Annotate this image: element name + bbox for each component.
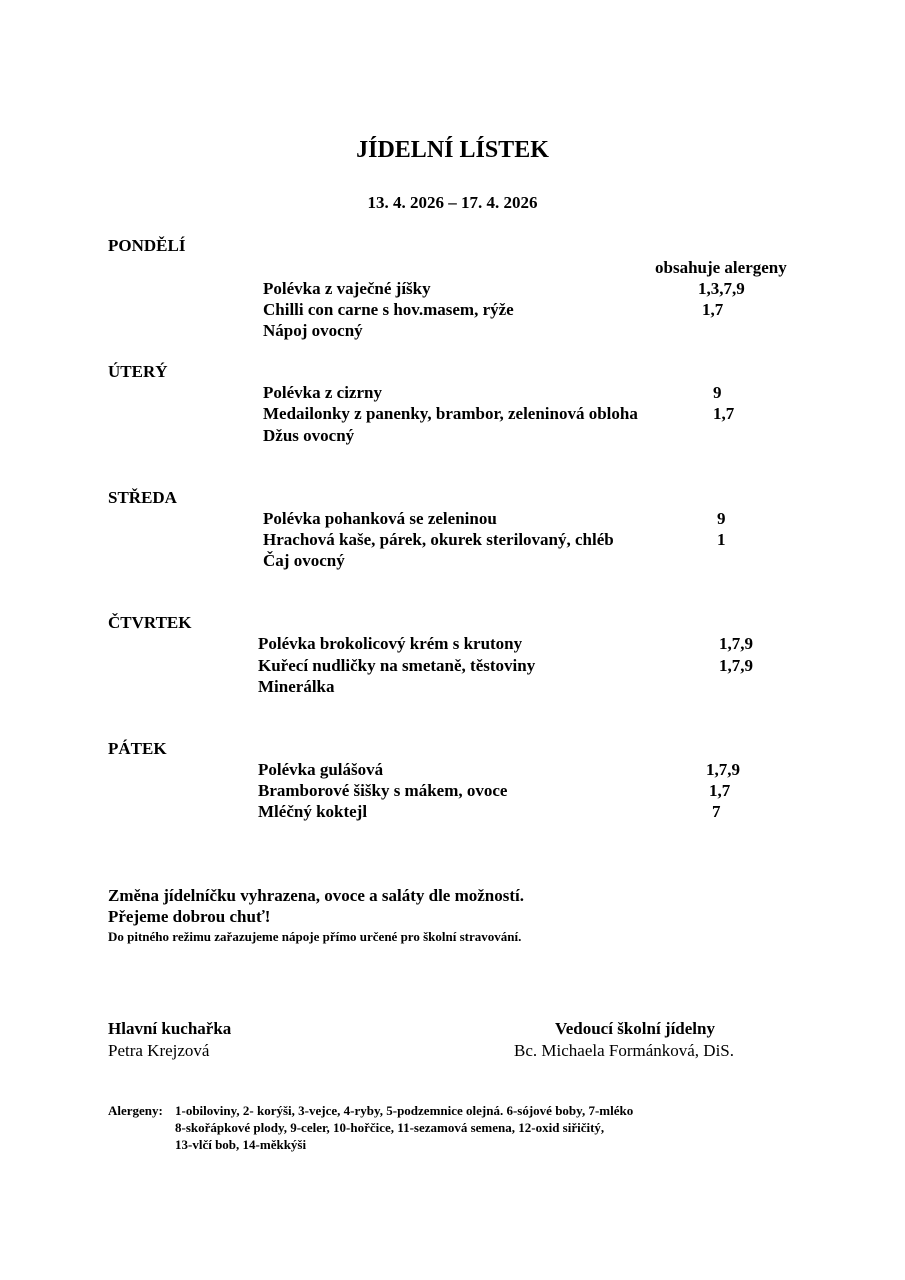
menu-item-dish: Kuřecí nudličky na smetaně, těstoviny (258, 656, 536, 675)
menu-item-dish: Džus ovocný (263, 426, 355, 445)
menu-item-dish: Čaj ovocný (263, 551, 345, 570)
menu-item-dish: Hrachová kaše, párek, okurek sterilovaný, chléb (263, 530, 614, 549)
allergen-legend-line: 13-vlčí bob, 14-měkkýši (175, 1137, 307, 1152)
menu-item-allergens: 1,7,9 (719, 656, 753, 675)
manager-role: Vedoucí školní jídelny (555, 1019, 715, 1038)
allergen-legend-line: 1-obiloviny, 2- korýši, 3-vejce, 4-ryby, 5-podzemnice olejná. 6-sójové boby, 7-mléko (175, 1103, 634, 1118)
allergens-column-header: obsahuje alergeny (655, 258, 787, 277)
day-heading-wednesday: STŘEDA (108, 488, 177, 507)
menu-item-allergens: 1,7 (709, 781, 731, 800)
menu-item-dish: Polévka brokolicový krém s krutony (258, 634, 523, 653)
menu-item-dish: Minerálka (258, 677, 335, 696)
allergen-legend-line: 8-skořápkové plody, 9-celer, 10-hořčice, 11-sezamová semena, 12-oxid siřičitý, (175, 1120, 605, 1135)
note-good-appetite: Přejeme dobrou chuť! (108, 907, 271, 926)
day-heading-friday: PÁTEK (108, 739, 167, 758)
note-drinking-regime: Do pitného režimu zařazujeme nápoje přímo určené pro školní stravování. (108, 929, 522, 944)
menu-item-dish: Polévka pohanková se zeleninou (263, 509, 497, 528)
date-range: 13. 4. 2026 – 17. 4. 2026 (367, 193, 538, 212)
cook-role: Hlavní kuchařka (108, 1019, 232, 1038)
day-heading-monday: PONDĚLÍ (108, 236, 186, 255)
allergen-legend-label: Alergeny: (108, 1103, 163, 1118)
menu-item-dish: Medailonky z panenky, brambor, zeleninová obloha (263, 404, 638, 423)
page-title: JÍDELNÍ LÍSTEK (356, 137, 549, 163)
cook-name: Petra Krejzová (108, 1041, 210, 1060)
menu-item-dish: Chilli con carne s hov.masem, rýže (263, 300, 514, 319)
menu-item-dish: Polévka gulášová (258, 760, 384, 779)
menu-item-allergens: 1,7,9 (719, 634, 753, 653)
menu-item-allergens: 1 (717, 530, 726, 549)
day-heading-tuesday: ÚTERÝ (108, 362, 168, 381)
menu-item-allergens: 9 (717, 509, 726, 528)
menu-item-dish: Polévka z vaječné jíšky (263, 279, 431, 298)
manager-name: Bc. Michaela Formánková, DiS. (514, 1041, 735, 1060)
menu-item-dish: Mléčný koktejl (258, 802, 368, 821)
menu-item-dish: Bramborové šišky s mákem, ovoce (258, 781, 508, 800)
menu-item-dish: Nápoj ovocný (263, 321, 363, 340)
day-heading-thursday: ČTVRTEK (108, 613, 192, 632)
menu-item-allergens: 1,7,9 (706, 760, 740, 779)
menu-item-allergens: 1,7 (713, 404, 735, 423)
menu-item-allergens: 1,7 (702, 300, 724, 319)
menu-item-dish: Polévka z cizrny (263, 383, 382, 402)
menu-item-allergens: 7 (712, 802, 721, 821)
menu-item-allergens: 1,3,7,9 (698, 279, 745, 298)
note-change-reserved: Změna jídelníčku vyhrazena, ovoce a saláty dle možností. (108, 886, 525, 905)
menu-item-allergens: 9 (713, 383, 722, 402)
